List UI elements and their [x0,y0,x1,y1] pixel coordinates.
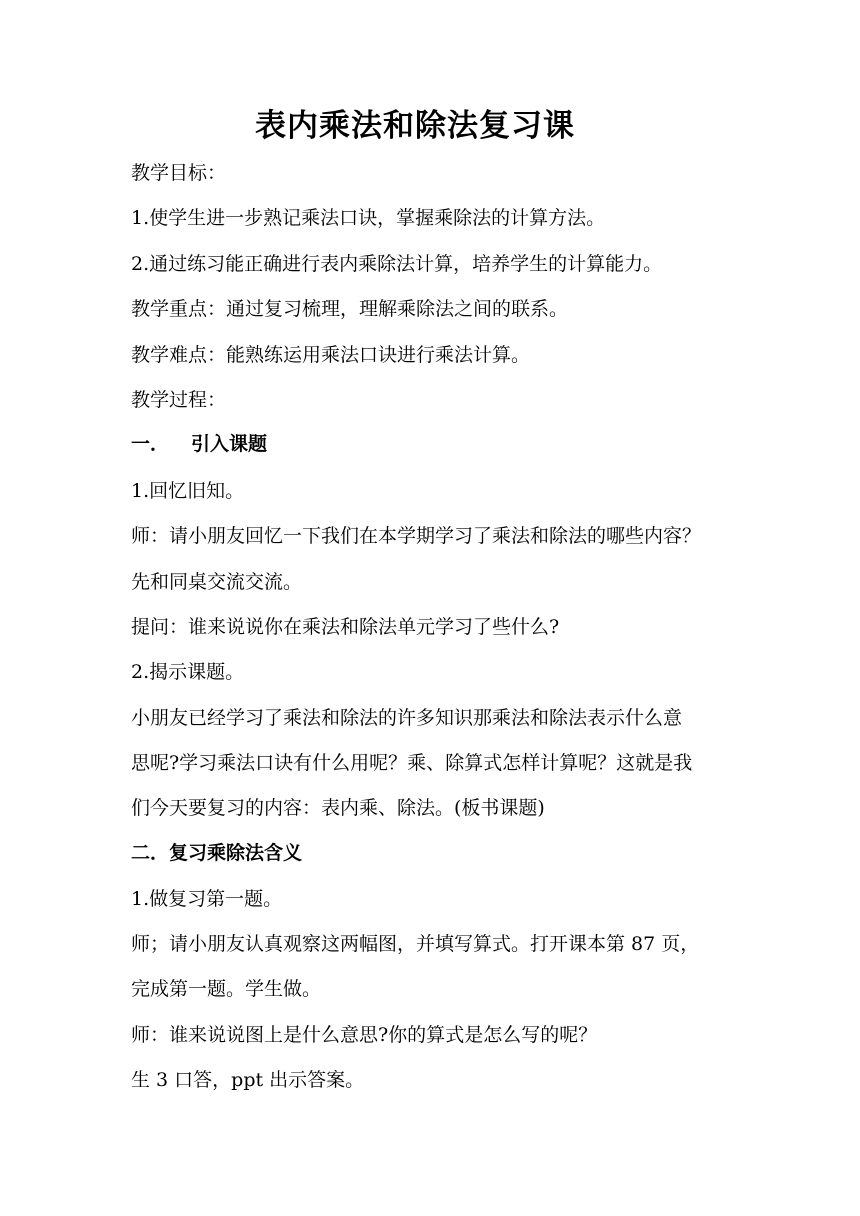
paragraph: 师；请小朋友认真观察这两幅图，并填写算式。打开课本第 87 页， [131,933,700,955]
section-1-title: 引入课题 [191,433,268,455]
paragraph: 小朋友已经学习了乘法和除法的许多知识那乘法和除法表示什么意 [131,707,683,729]
paragraph: 思呢?学习乘法口诀有什么用呢？乘、除算式怎样计算呢？这就是我 [131,752,693,774]
section-2-number: 二． [131,842,170,864]
paragraph: 师：请小朋友回忆一下我们在本学期学习了乘法和除法的哪些内容？ [131,525,702,547]
page-title: 表内乘法和除法复习课 [255,108,575,144]
paragraph: 师：谁来说说图上是什么意思?你的算式是怎么写的呢？ [131,1024,598,1046]
paragraph: 生 3 口答，ppt 出示答案。 [131,1069,365,1091]
objectives-heading: 教学目标： [131,162,227,184]
paragraph: 完成第一题。学生做。 [131,978,322,1000]
paragraph: 2.揭示课题。 [131,661,245,683]
section-2-heading [131,838,751,868]
section-1-number: 一． [131,433,170,455]
paragraph: 提问：谁来说说你在乘法和除法单元学习了些什么? [131,616,560,638]
section-2-title: 复习乘除法含义 [169,842,303,864]
section-1-heading [131,429,751,459]
difficulty: 教学难点：能熟练运用乘法口诀进行乘法计算。 [131,344,531,366]
objective-1: 1.使学生进一步熟记乘法口诀，掌握乘除法的计算方法。 [131,207,606,229]
paragraph: 1.回忆旧知。 [131,480,245,502]
objective-2: 2.通过练习能正确进行表内乘除法计算，培养学生的计算能力。 [131,253,663,275]
key-point: 教学重点：通过复习梳理，理解乘除法之间的联系。 [131,298,569,320]
process-heading: 教学过程： [131,389,227,411]
paragraph: 先和同桌交流交流。 [131,571,303,593]
paragraph: 1.做复习第一题。 [131,888,283,910]
paragraph: 们今天要复习的内容：表内乘、除法。(板书课题) [131,797,545,819]
